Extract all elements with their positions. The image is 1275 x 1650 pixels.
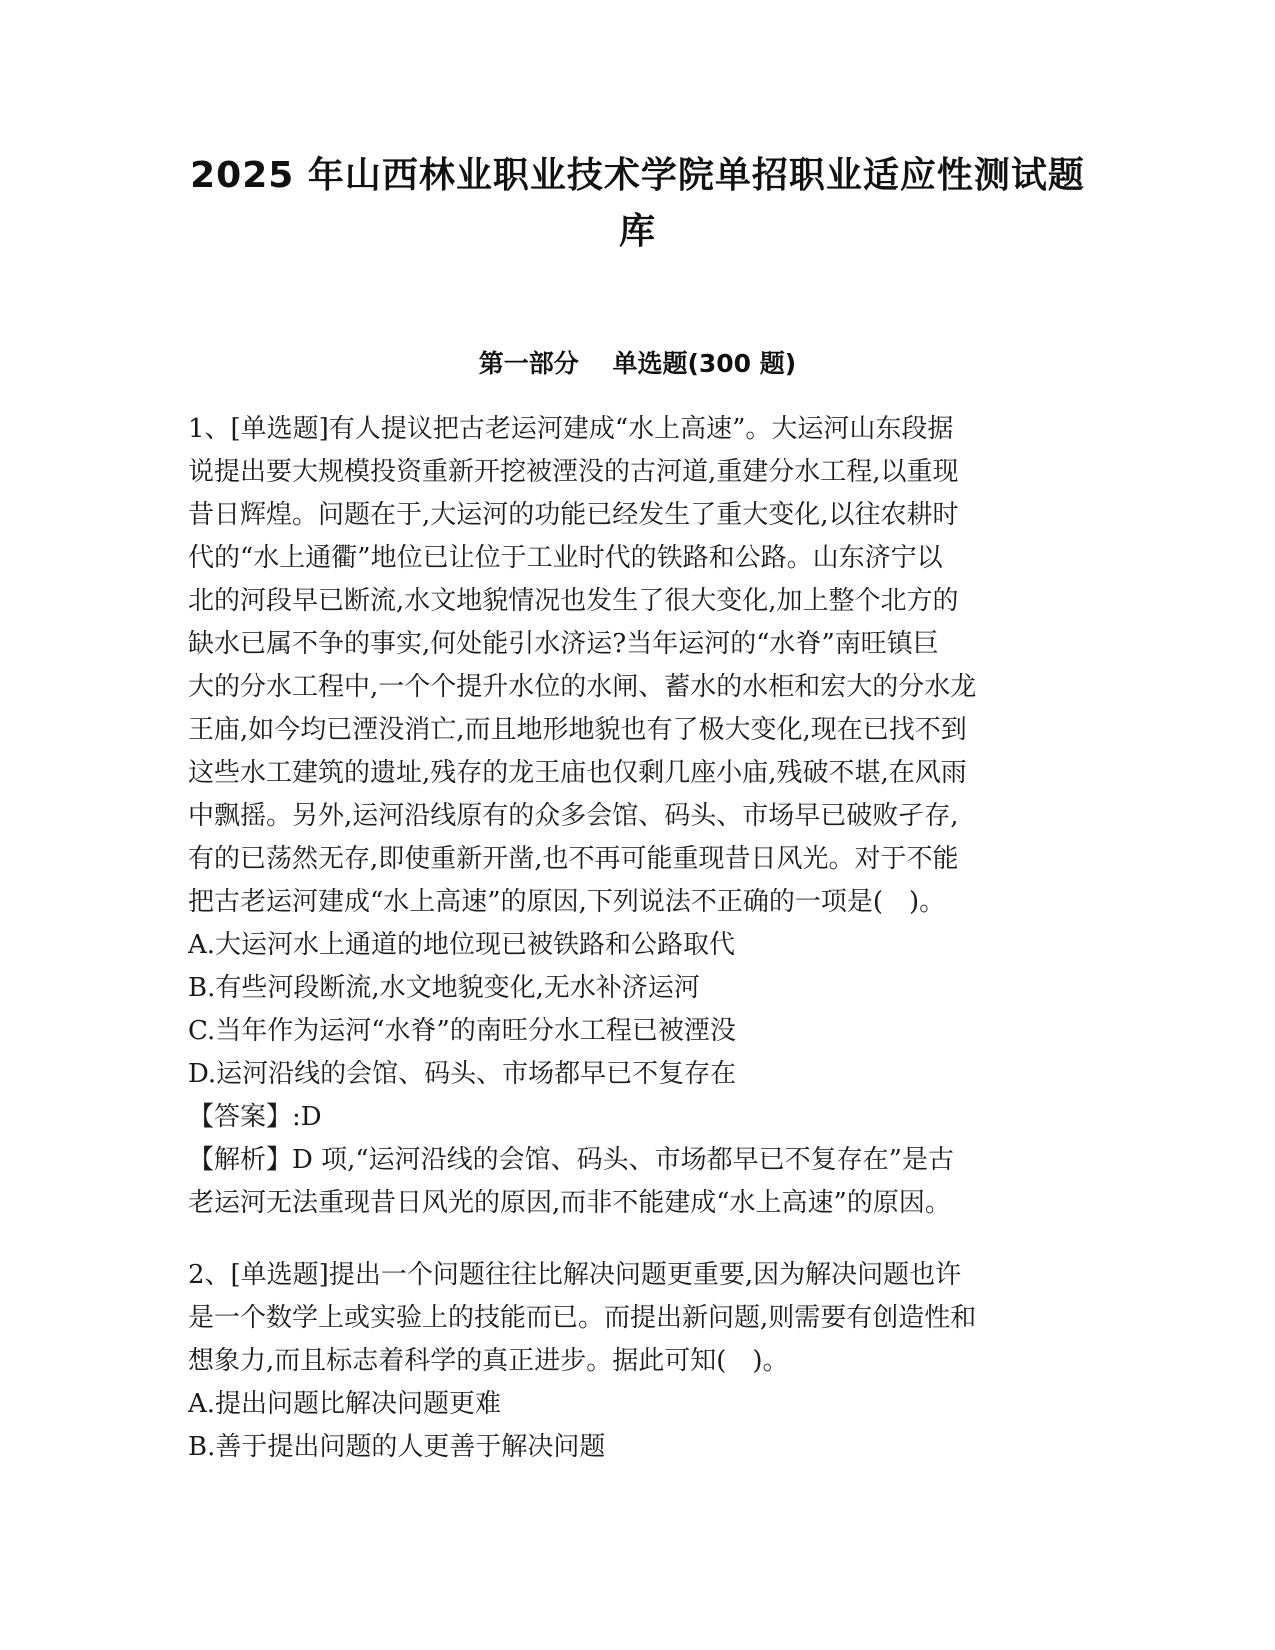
question-stem-line: 昔日辉煌。问题在于,大运河的功能已经发生了重大变化,以往农耕时 — [188, 500, 959, 530]
option-b: B.有些河段断流,水文地貌变化,无水补济运河 — [188, 973, 700, 1003]
question-stem-line: 王庙,如今均已湮没消亡,而且地形地貌也有了极大变化,现在已找不到 — [188, 715, 967, 745]
question-stem-line: 中飘摇。另外,运河沿线原有的众多会馆、码头、市场早已破败孑存, — [188, 801, 959, 831]
analysis-line: 【解析】D 项,“运河沿线的会馆、码头、市场都早已不复存在”是古 — [188, 1145, 954, 1175]
question-stem-line: 1、[单选题]有人提议把古老运河建成“水上高速”。大运河山东段据 — [188, 414, 954, 444]
question-1 — [188, 408, 1088, 1225]
question-stem-line: 把古老运河建成“水上高速”的原因,下列说法不正确的一项是( )。 — [188, 887, 946, 917]
option-c: C.当年作为运河“水脊”的南旺分水工程已被湮没 — [188, 1016, 736, 1046]
question-stem-line: 有的已荡然无存,即使重新开凿,也不再可能重现昔日风光。对于不能 — [188, 844, 959, 874]
title-line: 2025 年山西林业职业技术学院单招职业适应性测试题 — [190, 155, 1085, 196]
question-2 — [188, 1254, 1088, 1469]
question-stem-line: 想象力,而且标志着科学的真正进步。据此可知( )。 — [188, 1346, 789, 1376]
option-a: A.大运河水上通道的地位现已被铁路和公路取代 — [188, 930, 736, 960]
question-stem-line: 缺水已属不争的事实,何处能引水济运?当年运河的“水脊”南旺镇巨 — [188, 629, 939, 659]
question-stem-line: 是一个数学上或实验上的技能而已。而提出新问题,则需要有创造性和 — [188, 1303, 977, 1333]
option-a: A.提出问题比解决问题更难 — [188, 1389, 502, 1419]
option-d: D.运河沿线的会馆、码头、市场都早已不复存在 — [188, 1059, 737, 1089]
question-stem-line: 这些水工建筑的遗址,残存的龙王庙也仅剩几座小庙,残破不堪,在风雨 — [188, 758, 967, 788]
question-stem-line: 北的河段早已断流,水文地貌情况也发生了很大变化,加上整个北方的 — [188, 586, 959, 616]
question-stem-line: 2、[单选题]提出一个问题往往比解决问题更重要,因为解决问题也许 — [188, 1260, 962, 1290]
section-heading: 第一部分 单选题(300 题) — [478, 349, 797, 378]
question-stem-line: 说提出要大规模投资重新开挖被湮没的古河道,重建分水工程,以重现 — [188, 457, 959, 487]
answer-line: 【答案】:D — [188, 1102, 322, 1132]
analysis-line: 老运河无法重现昔日风光的原因,而非不能建成“水上高速”的原因。 — [188, 1188, 951, 1218]
question-stem-line: 大的分水工程中,一个个提升水位的水闸、蓄水的水柜和宏大的分水龙 — [188, 672, 977, 702]
question-stem-line: 代的“水上通衢”地位已让位于工业时代的铁路和公路。山东济宁以 — [188, 543, 943, 573]
title-line: 库 — [618, 211, 656, 252]
option-b: B.善于提出问题的人更善于解决问题 — [188, 1432, 606, 1462]
document-title — [160, 148, 1115, 260]
